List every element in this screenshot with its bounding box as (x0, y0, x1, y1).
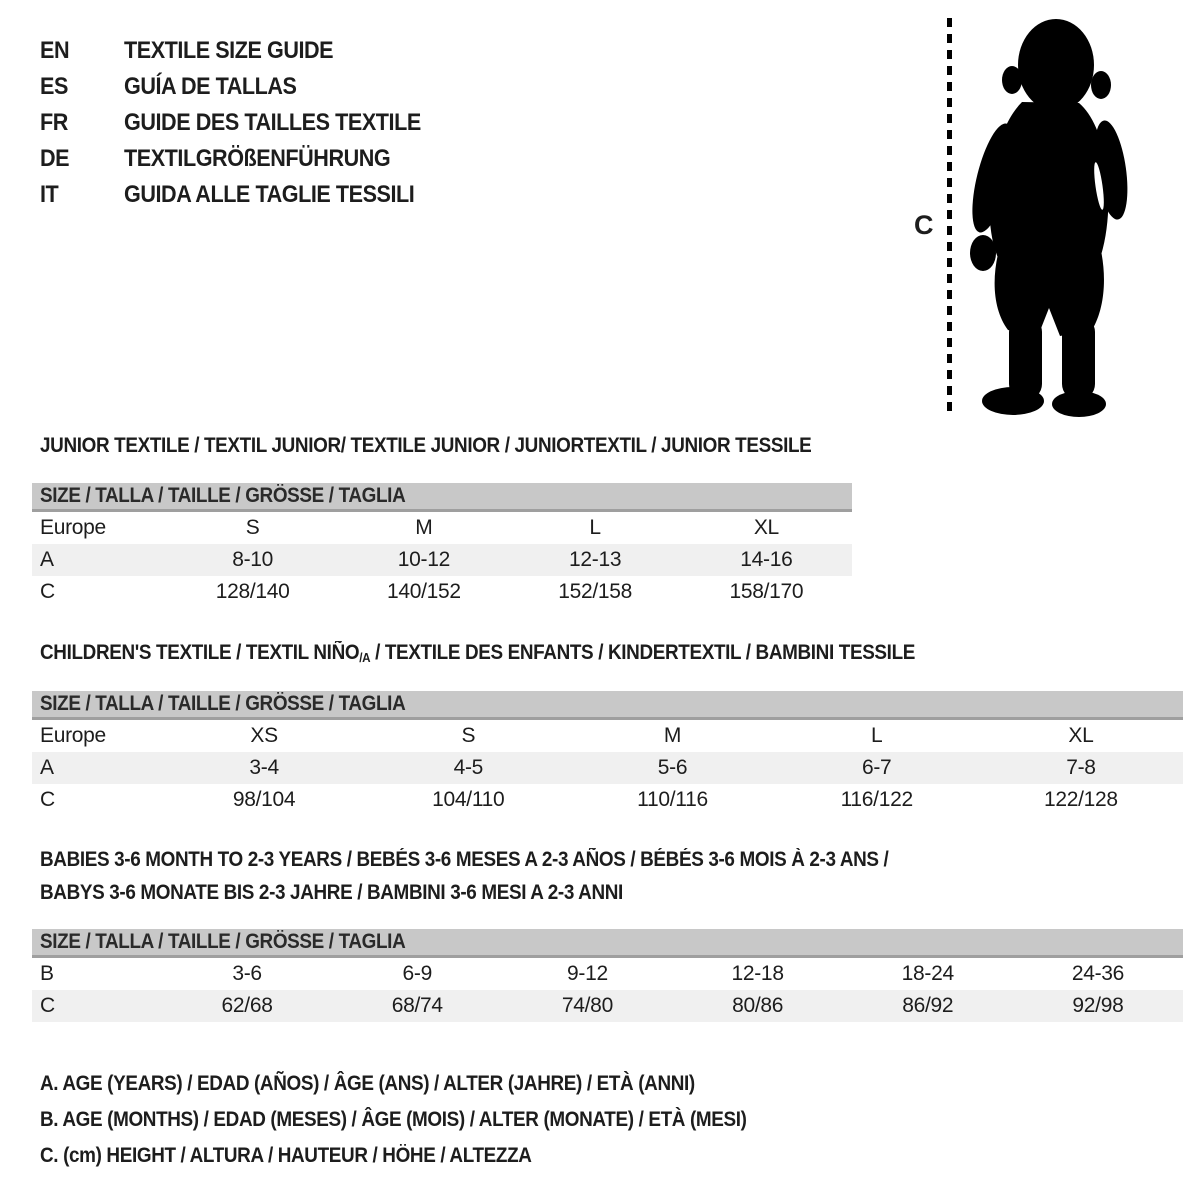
size-cell: L (589, 516, 601, 539)
size-cell: L (871, 724, 883, 747)
lang-title: TEXTILGRÖßENFÜHRUNG (124, 145, 391, 172)
lang-code: DE (40, 145, 70, 172)
age-cell: 4-5 (453, 756, 484, 779)
children-section-title-text: CHILDREN'S TEXTILE / TEXTIL $NIÑO_{/A}$ / TEXTILE DES ENFANTS / KINDERTEXTIL / BAMBINI TESSILE (40, 641, 916, 665)
months-cell: 12-18 (731, 962, 784, 985)
junior-section-title (40, 434, 897, 458)
size-header-label: SIZE / TALLA / TAILLE / GRÖSSE / TAGLIA (40, 484, 406, 507)
height-cell: 62/68 (221, 994, 273, 1017)
age-cell: 14-16 (740, 548, 793, 571)
title-subscript: /A (359, 650, 371, 665)
table-row-height (32, 784, 1183, 816)
age-cell: 12-13 (569, 548, 622, 571)
lang-code: EN (40, 37, 70, 64)
row-label: Europe (40, 724, 106, 747)
lang-title: GUIDA ALLE TAGLIE TESSILI (124, 181, 415, 208)
height-cell: 116/122 (840, 788, 913, 811)
children-section-title (40, 641, 1012, 665)
children-size-table (32, 691, 1183, 816)
legend-text-a: A. AGE (YEARS) / EDAD (AÑOS) / ÂGE (ANS) / ALTER (JAHRE) / ETÀ (ANNI) (40, 1072, 695, 1095)
months-cell: 6-9 (402, 962, 432, 985)
lang-title: GUIDE DES TAILLES TEXTILE (124, 109, 421, 136)
height-cell: 140/152 (386, 580, 461, 603)
babies-title-line1: BABIES 3-6 MONTH TO 2-3 YEARS / BEBÉS 3-6 MESES A 2-3 AÑOS / BÉBÉS 3-6 MOIS À 2-3 ANS / (40, 848, 889, 871)
junior-size-table (32, 483, 852, 608)
babies-section-title (40, 843, 983, 909)
height-measure-label-c: C (914, 210, 933, 240)
legend-line-b (40, 1102, 825, 1138)
language-title-block (40, 33, 454, 213)
row-label: C (40, 994, 55, 1017)
size-header-bar (32, 929, 1183, 958)
lang-row-es (40, 69, 454, 105)
table-row-age (32, 544, 852, 576)
months-cell: 3-6 (232, 962, 262, 985)
lang-title: GUÍA DE TALLAS (124, 73, 297, 100)
lang-code: IT (40, 181, 59, 208)
size-header-bar (32, 691, 1183, 720)
table-row-height (32, 576, 852, 608)
age-cell: 7-8 (1066, 756, 1096, 779)
lang-code: FR (40, 109, 68, 136)
height-cell: 104/110 (432, 788, 505, 811)
age-cell: 6-7 (861, 756, 892, 779)
table-row-europe (32, 720, 1183, 752)
height-cell: 86/92 (902, 994, 954, 1017)
age-cell: 8-10 (232, 548, 274, 571)
size-cell: XL (753, 516, 779, 539)
size-cell: S (461, 724, 476, 747)
legend-text-b: B. AGE (MONTHS) / EDAD (MESES) / ÂGE (MOIS) / ALTER (MONATE) / ETÀ (MESI) (40, 1108, 747, 1131)
row-label: C (40, 580, 55, 603)
legend-line-a (40, 1066, 825, 1102)
height-cell: 74/80 (561, 994, 613, 1017)
toddler-silhouette-icon (962, 18, 1135, 418)
months-cell: 18-24 (901, 962, 954, 985)
legend-text-c: C. (cm) HEIGHT / ALTURA / HAUTEUR / HÖHE / ALTEZZA (40, 1144, 532, 1167)
lang-title: TEXTILE SIZE GUIDE (124, 37, 334, 64)
size-header-label: SIZE / TALLA / TAILLE / GRÖSSE / TAGLIA (40, 692, 406, 715)
age-cell: 3-4 (249, 756, 279, 779)
lang-row-it (40, 177, 454, 213)
babies-size-table (32, 929, 1183, 1022)
junior-section-title-text: JUNIOR TEXTILE / TEXTIL JUNIOR/ TEXTILE JUNIOR / JUNIORTEXTIL / JUNIOR TESSILE (40, 434, 812, 457)
table-row-months (32, 958, 1183, 990)
height-cell: 80/86 (732, 994, 784, 1017)
size-cell: XL (1068, 724, 1094, 747)
height-cell: 128/140 (215, 580, 290, 603)
row-label: A (40, 756, 54, 779)
babies-title-line2: BABYS 3-6 MONATE BIS 2-3 JAHRE / BAMBINI 3-6 MESI A 2-3 ANNI (40, 881, 623, 904)
months-cell: 24-36 (1071, 962, 1125, 985)
size-header-label: SIZE / TALLA / TAILLE / GRÖSSE / TAGLIA (40, 930, 406, 953)
size-cell: XS (250, 724, 278, 747)
height-cell: 152/158 (558, 580, 633, 603)
measurement-legend (40, 1066, 825, 1174)
row-label: B (40, 962, 54, 985)
size-cell: M (663, 724, 682, 747)
age-cell: 10-12 (397, 548, 450, 571)
table-row-europe (32, 512, 852, 544)
size-header-bar (32, 483, 852, 512)
size-cell: M (415, 516, 433, 539)
row-label: C (40, 788, 55, 811)
height-measure-dashed-line (947, 18, 952, 417)
height-cell: 110/116 (637, 788, 708, 811)
height-cell: 158/170 (729, 580, 804, 603)
legend-line-c (40, 1138, 825, 1174)
row-label: A (40, 548, 54, 571)
table-row-age (32, 752, 1183, 784)
size-cell: S (245, 516, 260, 539)
age-cell: 5-6 (657, 756, 688, 779)
lang-row-en (40, 33, 454, 69)
lang-row-de (40, 141, 454, 177)
lang-code: ES (40, 73, 68, 100)
height-cell: 122/128 (1044, 788, 1118, 811)
months-cell: 9-12 (567, 962, 608, 985)
row-label: Europe (40, 516, 106, 539)
table-row-height (32, 990, 1183, 1022)
lang-row-fr (40, 105, 454, 141)
height-cell: 98/104 (232, 788, 296, 811)
height-cell: 92/98 (1072, 994, 1124, 1017)
height-cell: 68/74 (391, 994, 443, 1017)
